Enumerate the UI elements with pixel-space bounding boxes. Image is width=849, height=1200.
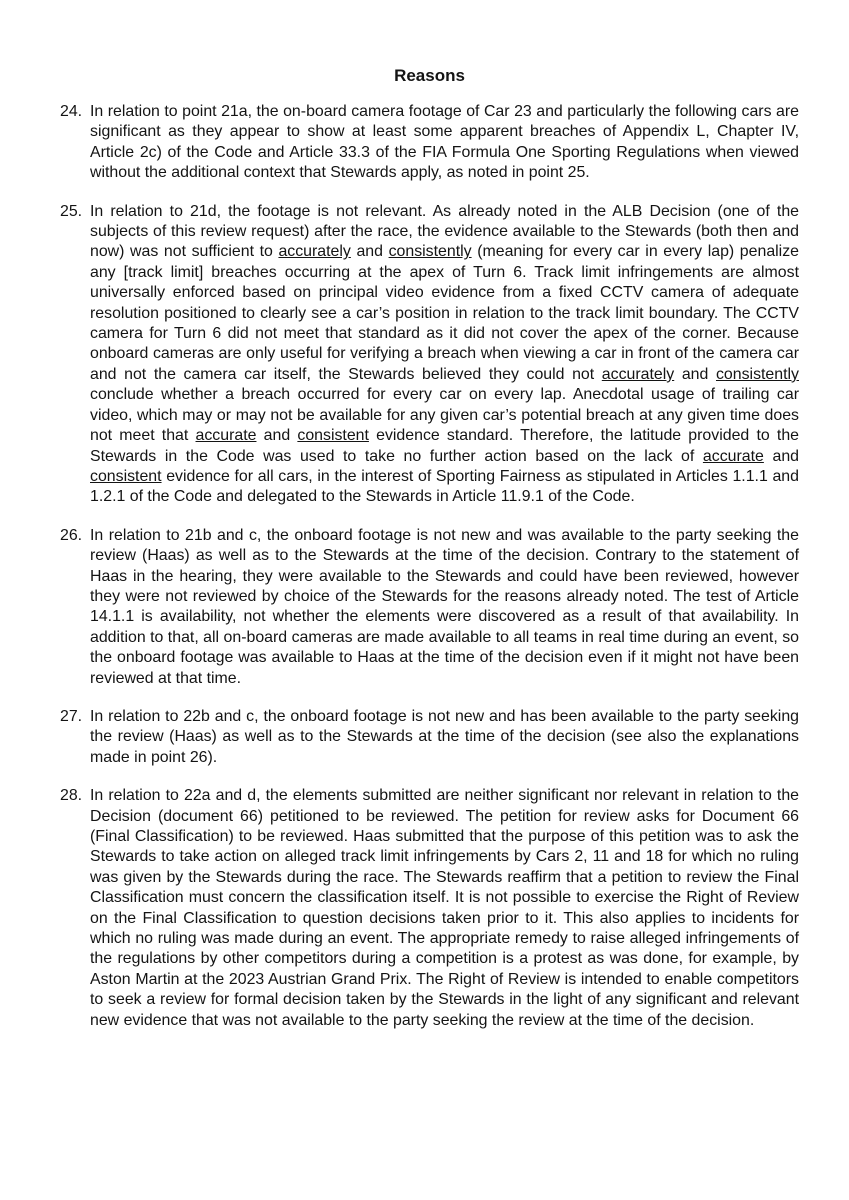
text-segment: In relation to 21d, the footage is not relevant. As already noted in the ALB Decision (one of the subjects of this review request) after the race, the evidence available to the Stewards (both then and now) was not sufficient to	[90, 202, 799, 261]
text-segment: (meaning for every car in every lap) penalize any [track limit] breaches occurring at the apex of Turn 6. Track limit infringements are almost universally enforced based on principal video evidence from a fixed CCTV camera of adequate resolution positioned to clearly see a car’s position in relation to the track limit boundary. The CCTV camera for Turn 6 did not meet that standard as it did not cover the apex of the corner. Because onboard cameras are only useful for verifying a breach when viewing a car in front of the camera car and not the camera car itself, the Stewards believed they could not	[90, 243, 799, 383]
paragraph-number: 28.	[60, 787, 83, 805]
underlined-term: consistent	[297, 427, 369, 445]
paragraph-text	[90, 786, 799, 1031]
paragraph-number: 26.	[60, 526, 83, 544]
underlined-term: accurately	[278, 243, 351, 261]
text-segment: and	[350, 243, 389, 261]
text-segment: evidence for all cars, in the interest of Sporting Fairness as stipulated in Articles 1.1.1 and 1.2.1 of the Code and delegated to the Stewards in Article 11.9.1 of the Code.	[90, 467, 799, 506]
underlined-term: consistent	[90, 467, 162, 485]
paragraph-item	[60, 707, 799, 768]
paragraph-item	[60, 202, 799, 508]
text-segment: In relation to 22b and c, the onboard footage is not new and has been available to the party seeking the review (Haas) as well as to the Stewards at the time of the decision (see also the explanations made in point 26).	[90, 707, 799, 766]
text-segment: In relation to 21b and c, the onboard footage is not new and was available to the party seeking the review (Haas) as well as to the Stewards at the time of the decision. Contrary to the statement of Haas in the hearing, they were available to the Stewards and could have been reviewed, however they were not reviewed by choice of the Stewards for the reasons already noted. The test of Article 14.1.1 is availability, not whether the elements were discovered as a result of that availability. In addition to that, all on-board cameras are made available to all teams in real time during an event, so the onboard footage was available to Haas at the time of the decision even if it might not have been reviewed at that time.	[90, 526, 799, 687]
paragraph-item	[60, 786, 799, 1031]
paragraph-text	[90, 202, 799, 508]
text-segment: In relation to 22a and d, the elements submitted are neither significant nor relevant in relation to the Decision (document 66) petitioned to be reviewed. The petition for review asks for Document 66 (Final Classification) to be reviewed. Haas submitted that the purpose of this petition was to ask the Stewards to take action on alleged track limit infringements by Cars 2, 11 and 18 for which no ruling was given by the Stewards during the race. The Stewards reaffirm that a petition to review the Final Classification must concern the classification itself. It is not possible to exercise the Right of Review on the Final Classification to question decisions taken prior to it. This also applies to incidents for which no ruling was made during an event. The appropriate remedy to raise alleged infringements of the regulations by other competitors during a competition is a protest as was done, for example, by Aston Martin at the 2023 Austrian Grand Prix. The Right of Review is intended to enable competitors to seek a review for formal decision taken by the Stewards in the light of any significant and relevant new evidence that was not available to the party seeking the review at the time of the decision.	[90, 787, 799, 1029]
paragraph-list	[60, 102, 799, 1031]
underlined-term: consistently	[715, 365, 799, 383]
text-segment: and	[674, 365, 716, 383]
paragraph-number: 25.	[60, 202, 83, 220]
text-segment: evidence standard. Therefore, the latitude provided to the Stewards in the Code was used to take no further action based on the lack of	[90, 427, 799, 465]
paragraph-text	[90, 526, 799, 689]
text-segment: conclude whether a breach occurred for every car on every lap. Anecdotal usage of trailing car video, which may or may not be available for any given car’s potential breach at any given time does not meet that	[90, 386, 799, 445]
paragraph-text	[90, 707, 799, 768]
underlined-term: accurately	[601, 365, 675, 383]
text-segment: and	[256, 427, 298, 445]
text-segment: and	[763, 447, 799, 465]
underlined-term: accurate	[702, 447, 764, 465]
paragraph-item	[60, 526, 799, 689]
paragraph-number: 24.	[60, 103, 83, 120]
paragraph-number: 27.	[60, 707, 83, 725]
underlined-term: accurate	[195, 427, 257, 445]
paragraph-text	[90, 102, 799, 184]
paragraph-item	[60, 102, 799, 184]
section-heading: Reasons	[394, 66, 465, 85]
underlined-term: consistently	[388, 243, 472, 261]
text-segment: In relation to point 21a, the on-board camera footage of Car 23 and particularly the following cars are significant as they appear to show at least some apparent breaches of Appendix L, Chapter IV, Article 2c) of the Code and Article 33.3 of the FIA Formula One Sporting Regulations when viewed without the additional context that Stewards apply, as noted in point 25.	[90, 103, 799, 182]
